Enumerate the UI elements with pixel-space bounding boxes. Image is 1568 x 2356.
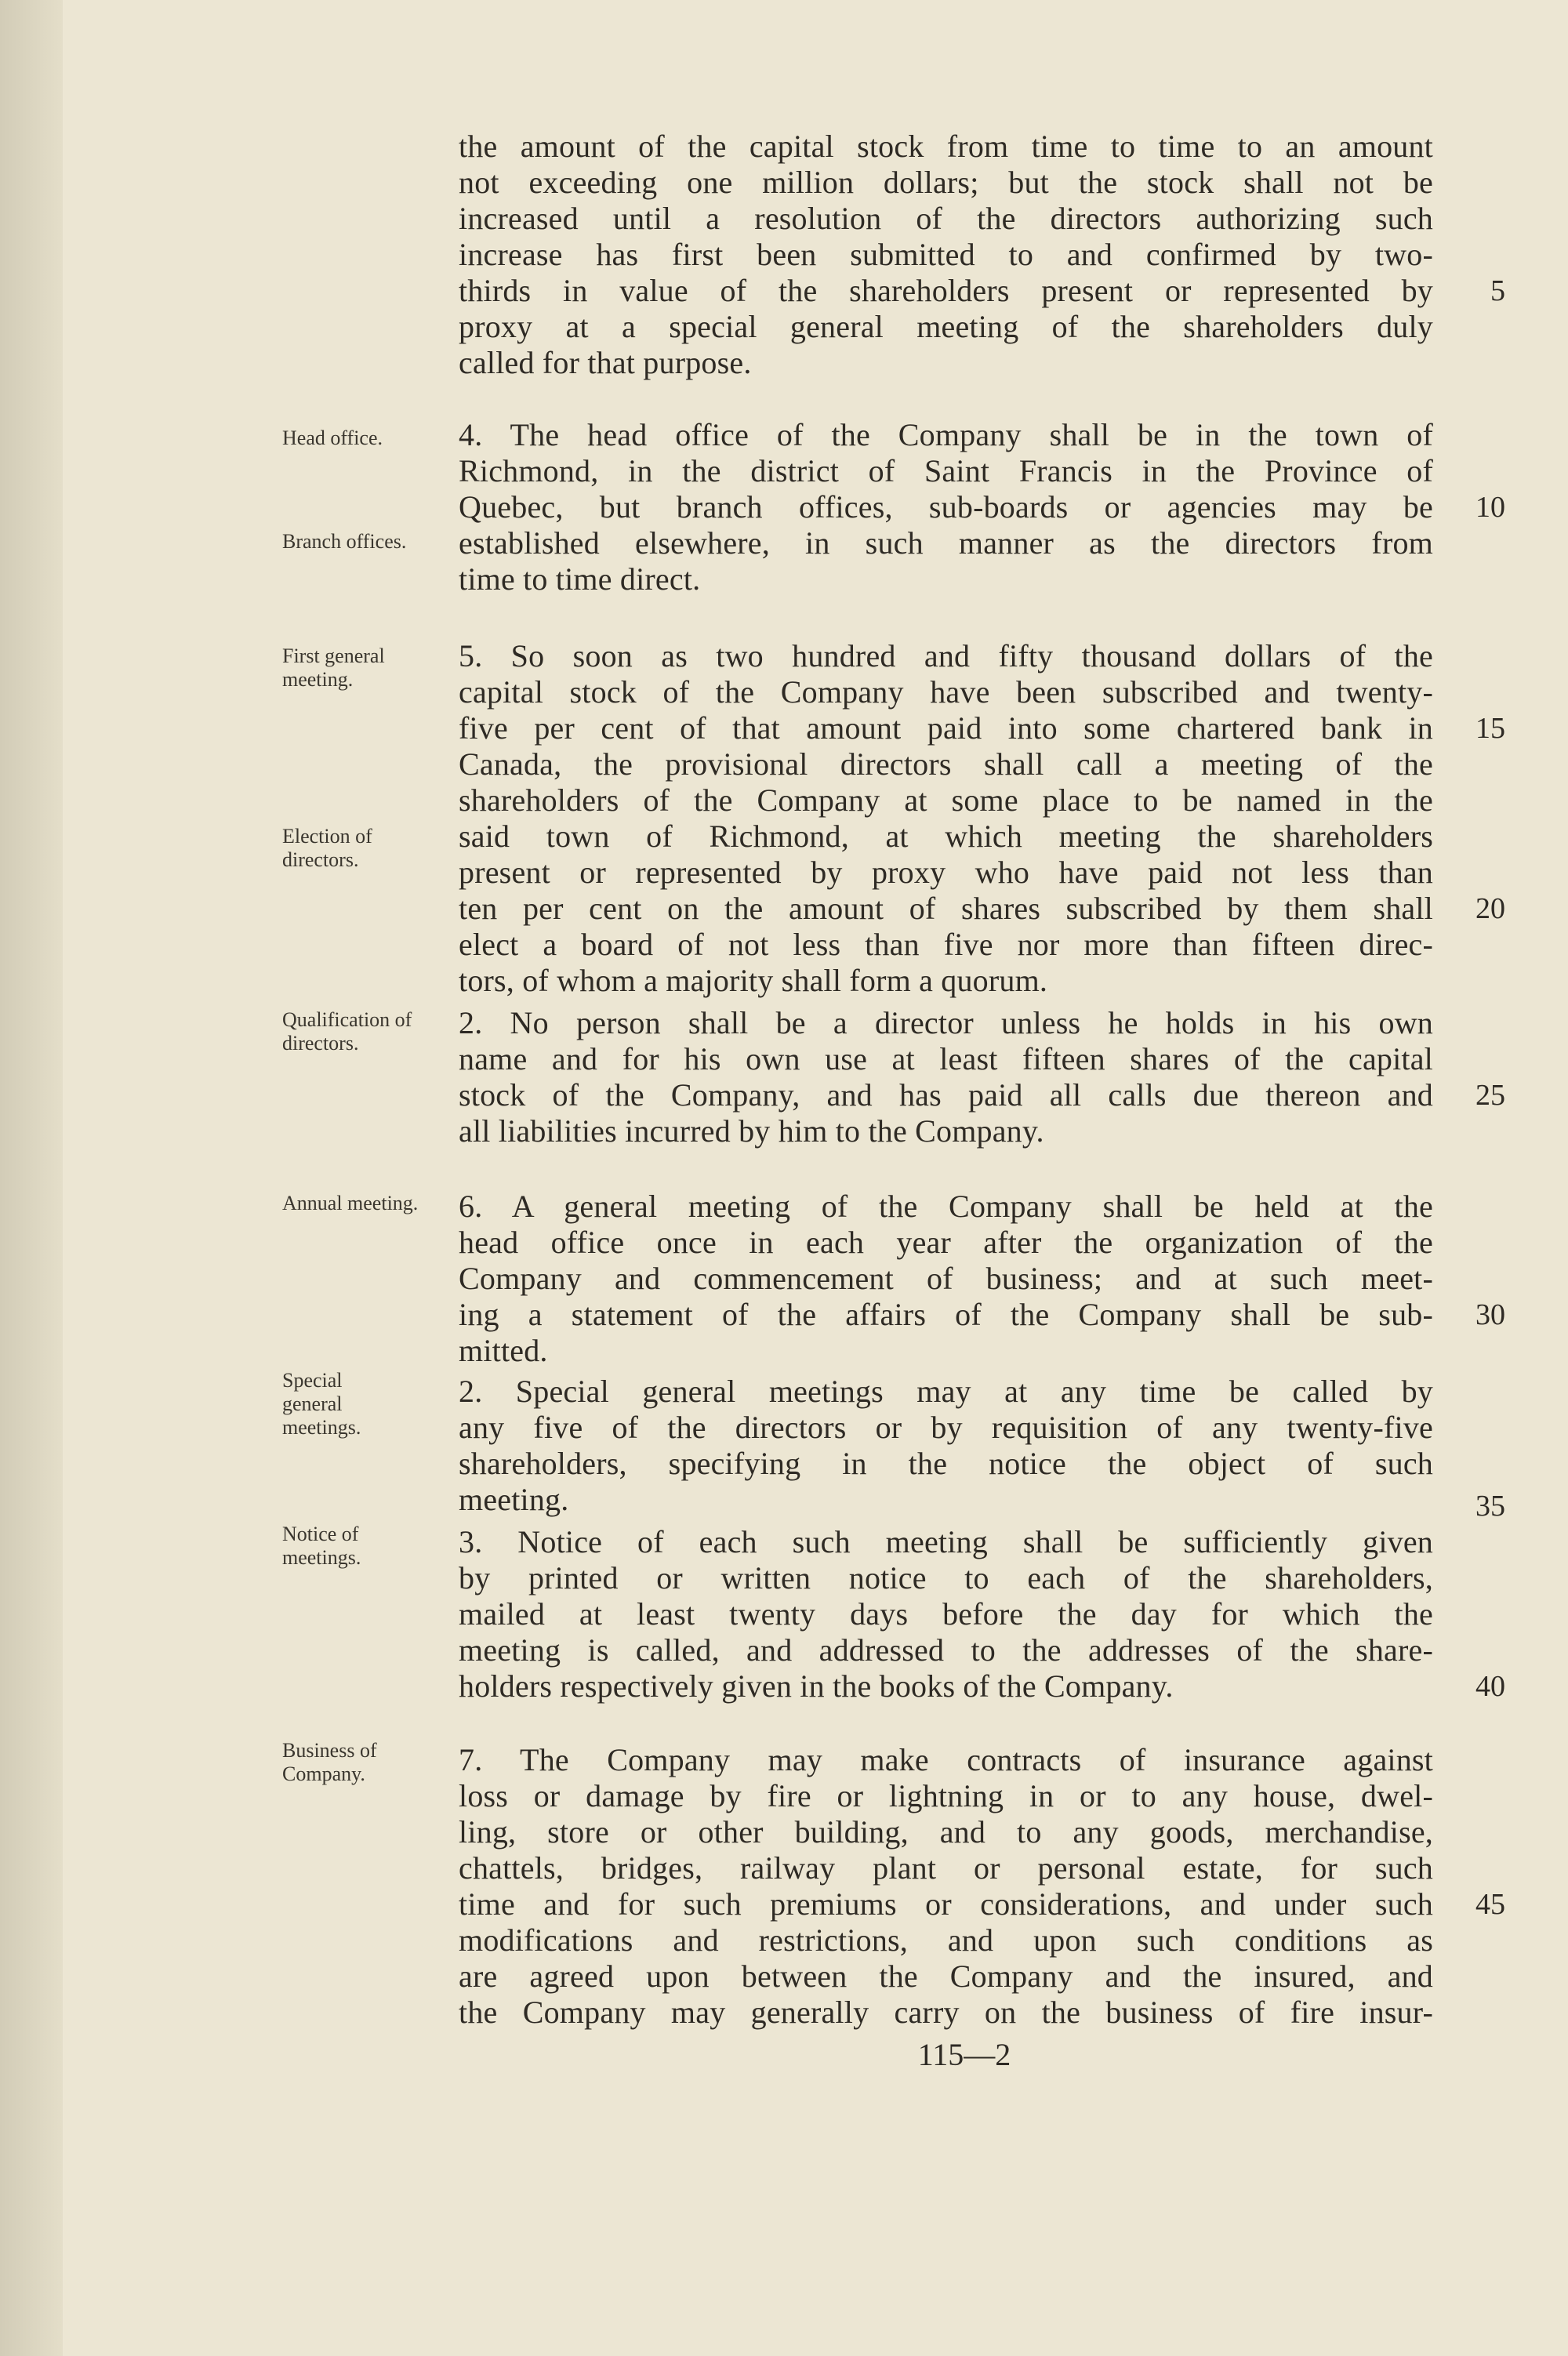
section-6-line: 6. A general meeting of the Company shall be held at the <box>459 1189 1433 1224</box>
text-line: chattels, bridges, railway plant or personal estate, for such <box>459 1850 1433 1886</box>
line-number: 10 <box>1475 491 1505 524</box>
margin-note-qualification-of-directors: Qualification of directors. <box>282 1008 412 1055</box>
text-line: all liabilities incurred by him to the Company. <box>459 1113 1044 1149</box>
text-line: called for that purpose. <box>459 345 752 380</box>
line-number: 45 <box>1475 1888 1505 1921</box>
subsection-line: 2. Special general meetings may at any time be called by <box>459 1374 1433 1409</box>
text-line: established elsewhere, in such manner as the directors from <box>459 525 1433 561</box>
line-number: 30 <box>1475 1298 1505 1331</box>
text-line: proxy at a special general meeting of the shareholders duly <box>459 309 1433 344</box>
text-line: thirds in value of the shareholders present or represented by <box>459 273 1433 308</box>
document-page <box>63 0 1568 2356</box>
text-line: ling, store or other building, and to any goods, merchandise, <box>459 1814 1433 1850</box>
margin-note-branch-offices: Branch offices. <box>282 530 407 553</box>
line-number: 5 <box>1490 274 1505 307</box>
text-line: not exceeding one million dollars; but the stock shall not be <box>459 165 1433 200</box>
text-line: shareholders of the Company at some place to be named in the <box>459 782 1433 818</box>
text-line: mitted. <box>459 1333 548 1368</box>
text-line: ten per cent on the amount of shares subscribed by them shall <box>459 891 1433 926</box>
subsection-line: 2. No person shall be a director unless he holds in his own <box>459 1005 1433 1040</box>
text-line: five per cent of that amount paid into some chartered bank in <box>459 710 1433 746</box>
text-line: holders respectively given in the books of the Company. <box>459 1668 1174 1704</box>
text-line: Canada, the provisional directors shall call a meeting of the <box>459 746 1433 782</box>
text-line: head office once in each year after the organization of the <box>459 1225 1433 1260</box>
text-line: ing a statement of the affairs of the Company shall be sub- <box>459 1297 1433 1332</box>
text-line: name and for his own use at least fifteen shares of the capital <box>459 1041 1433 1076</box>
text-line: elect a board of not less than five nor more than fifteen direc- <box>459 927 1433 962</box>
line-number: 20 <box>1475 892 1505 925</box>
text-line: time and for such premiums or considerations, and under such <box>459 1886 1433 1922</box>
text-line: increased until a resolution of the directors authorizing such <box>459 201 1433 236</box>
line-number: 25 <box>1475 1079 1505 1112</box>
binding-gutter <box>0 0 63 2356</box>
margin-note-first-general-meeting: First general meeting. <box>282 644 385 691</box>
text-line: the amount of the capital stock from time to time to an amount <box>459 129 1433 164</box>
text-line: any five of the directors or by requisition of any twenty-five <box>459 1410 1433 1445</box>
text-line: shareholders, specifying in the notice the object of such <box>459 1446 1433 1481</box>
margin-note-notice-of-meetings: Notice of meetings. <box>282 1523 361 1569</box>
margin-note-election-of-directors: Election of directors. <box>282 825 372 871</box>
text-line: modifications and restrictions, and upon such conditions as <box>459 1922 1433 1958</box>
section-7-line: 7. The Company may make contracts of insurance against <box>459 1742 1433 1777</box>
margin-note-business-of-company: Business of Company. <box>282 1739 377 1785</box>
line-number: 40 <box>1475 1670 1505 1703</box>
line-number: 15 <box>1475 712 1505 745</box>
text-line: stock of the Company, and has paid all calls due thereon and <box>459 1077 1433 1113</box>
margin-note-special-general-meetings: Special general meetings. <box>282 1369 361 1439</box>
text-line: tors, of whom a majority shall form a quorum. <box>459 963 1048 998</box>
margin-note-annual-meeting: Annual meeting. <box>282 1192 419 1214</box>
text-line: Quebec, but branch offices, sub-boards or agencies may be <box>459 489 1433 525</box>
text-line: time to time direct. <box>459 561 701 597</box>
text-line: Company and commencement of business; and at such meet- <box>459 1261 1433 1296</box>
text-line: said town of Richmond, at which meeting the shareholders <box>459 819 1433 854</box>
section-4-line: 4. The head office of the Company shall be in the town of <box>459 417 1433 452</box>
text-line: meeting is called, and addressed to the addresses of the share- <box>459 1632 1433 1668</box>
text-line: meeting. <box>459 1482 569 1517</box>
line-number: 35 <box>1475 1490 1505 1523</box>
text-line: the Company may generally carry on the business of fire insur- <box>459 1995 1433 2030</box>
signature-mark: 115—2 <box>917 2037 1011 2072</box>
subsection-line: 3. Notice of each such meeting shall be sufficiently given <box>459 1524 1433 1559</box>
text-line: by printed or written notice to each of the shareholders, <box>459 1560 1433 1595</box>
text-line: are agreed upon between the Company and the insured, and <box>459 1958 1433 1994</box>
section-5-line: 5. So soon as two hundred and fifty thousand dollars of the <box>459 638 1433 673</box>
text-line: capital stock of the Company have been subscribed and twenty- <box>459 674 1433 710</box>
text-line: increase has first been submitted to and confirmed by two- <box>459 237 1433 272</box>
margin-note-head-office: Head office. <box>282 427 383 449</box>
text-line: Richmond, in the district of Saint Francis in the Province of <box>459 453 1433 488</box>
text-line: present or represented by proxy who have paid not less than <box>459 855 1433 890</box>
text-line: loss or damage by fire or lightning in or to any house, dwel- <box>459 1778 1433 1813</box>
text-line: mailed at least twenty days before the day for which the <box>459 1596 1433 1632</box>
